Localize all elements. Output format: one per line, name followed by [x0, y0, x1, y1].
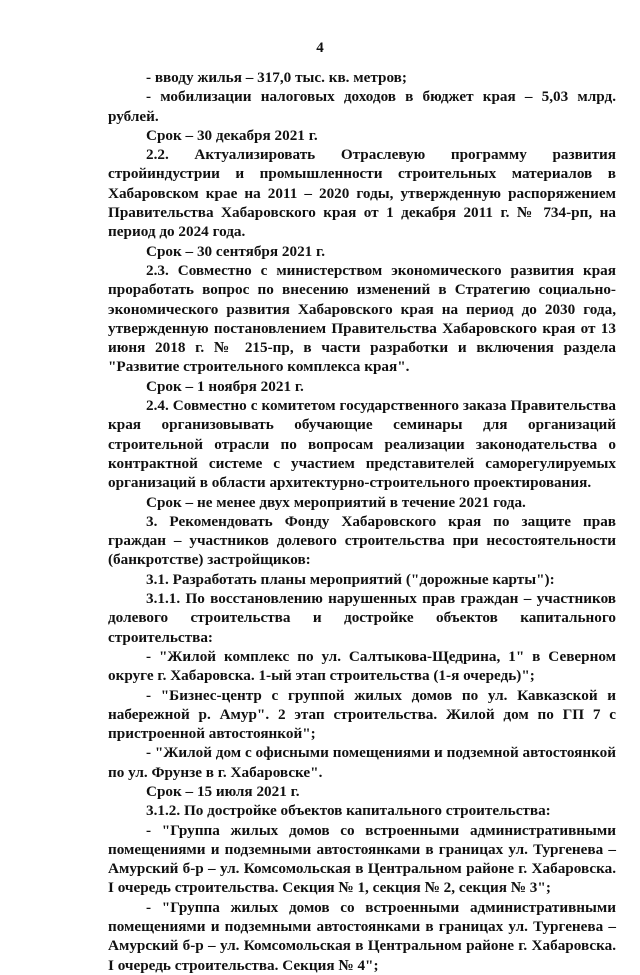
paragraph-3-1-2: 3.1.2. По достройке объектов капитального строительства:	[146, 802, 551, 820]
paragraph-object-turgenev-sections-1-3: - "Группа жилых домов со встроенными административными помещениями и подземными автостоянками в границах ул. Тургенева – Амурский б-р – ул. Комсомольская в Центральном районе г. Хабаровска. I очередь строительства. Секция № 1, секция № 2, секция № 3";	[108, 821, 616, 897]
paragraph-object-business-center: - "Бизнес-центр с группой жилых домов по ул. Кавказской и набережной р. Амур". 2 этап строительства. Жилой дом по ГП 7 с пристроенной автостоянкой";	[108, 686, 616, 743]
paragraph-2-3: 2.3. Совместно с министерством экономического развития края проработать вопрос по внесению изменений в Стратегию социально-экономического развития Хабаровского края на период до 2030 года, утвержденную постановлением Правительства Хабаровского края от 13 июня 2018 г. № 215-пр, в части разработки и включения раздела "Развитие строительного комплекса края".	[108, 261, 616, 376]
paragraph-object-saltykov: - "Жилой комплекс по ул. Салтыкова-Щедрина, 1" в Северном округе г. Хабаровска. 1-ый этап строительства (1-я очередь)";	[108, 647, 616, 685]
page-number: 4	[316, 40, 324, 56]
paragraph-object-frunze: - "Жилой дом с офисными помещениями и подземной автостоянкой по ул. Фрунзе в г. Хабаровске".	[108, 744, 616, 781]
document-body	[108, 68, 616, 975]
paragraph-object-turgenev-section-4: - "Группа жилых домов со встроенными административными помещениями и подземными автостоянками в границах ул. Тургенева – Амурский б-р – ул. Комсомольская в Центральном районе г. Хабаровска. I очередь строительства. Секция № 4";	[108, 898, 616, 974]
paragraph-deadline-dec30: Срок – 30 декабря 2021 г.	[146, 126, 318, 144]
paragraph-deadline-jul15: Срок – 15 июля 2021 г.	[146, 782, 300, 800]
paragraph-deadline-two-events: Срок – не менее двух мероприятий в течение 2021 года.	[146, 493, 526, 511]
paragraph-3: 3. Рекомендовать Фонду Хабаровского края по защите прав граждан – участников долевого строительства при несостоятельности (банкротстве) застройщиков:	[108, 512, 616, 569]
paragraph-deadline-sep30: Срок – 30 сентября 2021 г.	[146, 242, 326, 260]
paragraph-tax-mobilization: - мобилизации налоговых доходов в бюджет края – 5,03 млрд. рублей.	[108, 88, 616, 125]
paragraph-2-4: 2.4. Совместно с комитетом государственного заказа Правительства края организовывать обучающие семинары для организаций строительной отрасли по вопросам реализации законодательства о контрактной системе с участием представителей саморегулируемых организаций в области архитектурно-строительного проектирования.	[108, 397, 616, 492]
paragraph-2-2: 2.2. Актуализировать Отраслевую программу развития стройиндустрии и промышленности строительных материалов в Хабаровском крае на 2011 – 2020 годы, утвержденную распоряжением Правительства Хабаровского края от 1 декабря 2011 г. № 734-рп, на период до 2024 года.	[108, 146, 616, 241]
paragraph-deadline-nov1: Срок – 1 ноября 2021 г.	[146, 377, 304, 395]
paragraph-3-1-1: 3.1.1. По восстановлению нарушенных прав граждан – участников долевого строительства и достройке объектов капитального строительства:	[108, 590, 616, 646]
paragraph-3-1: 3.1. Разработать планы мероприятий ("дорожные карты"):	[146, 570, 555, 588]
paragraph-housing-input: - вводу жилья – 317,0 тыс. кв. метров;	[146, 69, 407, 86]
